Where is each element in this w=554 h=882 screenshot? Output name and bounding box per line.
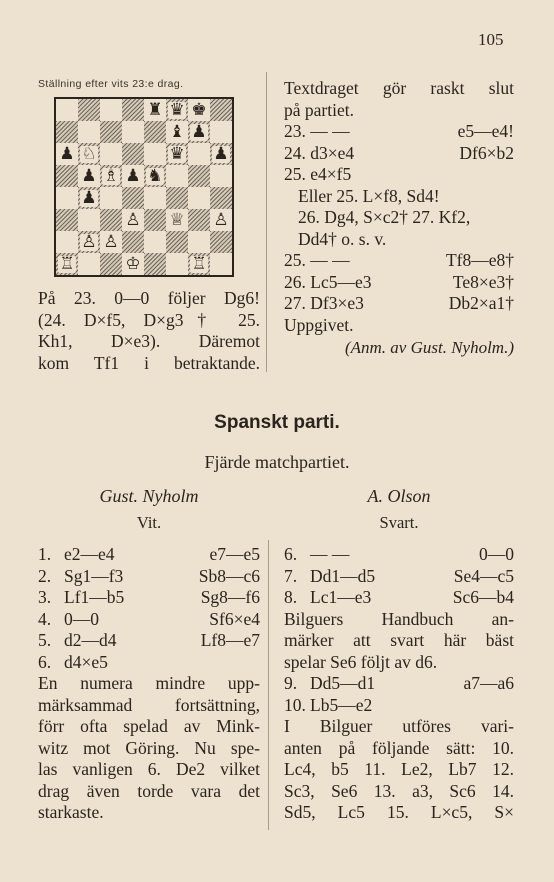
move-text: 0—0 bbox=[479, 544, 514, 564]
move-text: 26. Dg4, S×c2† 27. Kf2, bbox=[298, 207, 471, 227]
move-text: e2—e4 bbox=[64, 544, 115, 564]
chess-piece-icon: ♙ bbox=[103, 231, 119, 252]
move-text: a7—a6 bbox=[463, 673, 514, 693]
black-player-name: A. Olson bbox=[367, 486, 431, 506]
board-square bbox=[166, 231, 188, 253]
board-square bbox=[210, 143, 232, 165]
text-line: las vanligen 6. De2 vilket bbox=[38, 759, 260, 779]
board-square bbox=[56, 99, 78, 121]
move-line bbox=[284, 250, 514, 272]
board-square bbox=[100, 187, 122, 209]
move-text: Te8×e3† bbox=[452, 271, 514, 292]
move-text: Df6×b2 bbox=[459, 142, 514, 163]
chess-piece-icon: ♛ bbox=[169, 143, 185, 164]
move-number: 2. bbox=[38, 565, 52, 586]
board-square bbox=[210, 99, 232, 121]
move-text: 25. — — bbox=[284, 250, 350, 270]
move-text: Lf8—e7 bbox=[200, 630, 260, 650]
board-square bbox=[144, 187, 166, 209]
board-square bbox=[166, 143, 188, 165]
board-square bbox=[56, 209, 78, 231]
text-line: Sc3, Se6 13. a3, Sc6 14. bbox=[284, 780, 514, 801]
text-line: spelar Se6 följt av d6. bbox=[284, 651, 438, 672]
board-square bbox=[122, 253, 144, 275]
board-square bbox=[144, 209, 166, 231]
board-square bbox=[144, 253, 166, 275]
board-square bbox=[100, 209, 122, 231]
move-number: 3. bbox=[38, 587, 52, 607]
text-line: anten på följande sätt: 10. bbox=[284, 737, 514, 758]
board-square bbox=[78, 99, 100, 121]
chess-piece-icon: ♟ bbox=[191, 121, 207, 142]
text-line: på partiet. bbox=[284, 99, 354, 120]
board-square bbox=[166, 253, 188, 275]
move-text: d4×e5 bbox=[64, 651, 108, 672]
text-line: förr ofta spelad av Mink- bbox=[38, 716, 260, 736]
moves-right-column bbox=[284, 544, 514, 824]
chess-piece-icon: ♟ bbox=[213, 143, 229, 164]
board-square bbox=[210, 121, 232, 143]
chess-piece-icon: ♟ bbox=[125, 165, 141, 186]
text-line: Sd5, Lc5 15. L×c5, S× bbox=[284, 802, 514, 822]
move-text: Lc1—e3 bbox=[310, 587, 372, 607]
move-text: Dd1—d5 bbox=[310, 565, 376, 586]
board-square bbox=[122, 143, 144, 165]
board-square bbox=[56, 165, 78, 187]
board-square bbox=[56, 187, 78, 209]
move-line bbox=[284, 186, 514, 208]
chess-piece-icon: ♛ bbox=[169, 99, 185, 120]
move-number: 6. bbox=[284, 544, 298, 564]
move-text: Sg8—f6 bbox=[200, 587, 260, 607]
board-square bbox=[188, 121, 210, 143]
move-text: e5—e4! bbox=[457, 121, 514, 141]
board-square bbox=[100, 231, 122, 253]
move-number: 9. bbox=[284, 673, 298, 693]
board-square bbox=[122, 187, 144, 209]
chess-piece-icon: ♟ bbox=[59, 143, 75, 164]
text-line: Kh1, D×e3). Däremot bbox=[38, 331, 260, 351]
board-square bbox=[188, 165, 210, 187]
chess-piece-icon: ♖ bbox=[191, 253, 207, 274]
board-square bbox=[122, 231, 144, 253]
black-colour-label: Svart. bbox=[379, 513, 419, 532]
text-line: (24. D×f5, D×g3† 25. bbox=[38, 309, 260, 330]
move-text: 26. Lc5—e3 bbox=[284, 271, 372, 292]
text-line: Lc4, b5 11. Le2, Lb7 12. bbox=[284, 759, 514, 779]
board-square bbox=[56, 231, 78, 253]
move-text: 23. — — bbox=[284, 121, 350, 141]
board-square bbox=[188, 231, 210, 253]
board-square bbox=[166, 165, 188, 187]
black-player-header bbox=[284, 486, 514, 533]
text-line: Textdraget gör raskt slut bbox=[284, 78, 514, 98]
board-square bbox=[144, 165, 166, 187]
text-line: märksammad fortsättning, bbox=[38, 694, 260, 715]
move-number: 6. bbox=[38, 651, 52, 672]
column-divider bbox=[266, 72, 267, 372]
chess-piece-icon: ♟ bbox=[81, 165, 97, 186]
board-square bbox=[166, 99, 188, 121]
board-square bbox=[166, 209, 188, 231]
board-square bbox=[210, 209, 232, 231]
move-line bbox=[284, 315, 514, 337]
move-text: Se4—c5 bbox=[453, 565, 514, 586]
board-square bbox=[100, 121, 122, 143]
board-square bbox=[122, 209, 144, 231]
move-line bbox=[284, 164, 514, 186]
move-text: Sb8—c6 bbox=[198, 565, 260, 586]
move-text: Sg1—f3 bbox=[64, 565, 124, 586]
text-line: drag även torde vara det bbox=[38, 780, 260, 801]
board-square bbox=[100, 253, 122, 275]
board-square bbox=[78, 143, 100, 165]
text-line: starkaste. bbox=[38, 802, 104, 822]
text-line: märker att svart här bäst bbox=[284, 630, 514, 650]
game-continuation bbox=[284, 78, 514, 358]
move-text: Sf6×e4 bbox=[209, 608, 260, 629]
move-text: 25. e4×f5 bbox=[284, 164, 352, 184]
chess-piece-icon: ♟ bbox=[81, 187, 97, 208]
text-line: Bilguers Handbuch an- bbox=[284, 608, 514, 629]
move-line bbox=[284, 143, 514, 165]
section-subtitle: Fjärde matchpartiet. bbox=[204, 452, 350, 472]
moves-left-column bbox=[38, 544, 260, 824]
board-square bbox=[188, 187, 210, 209]
white-player-name: Gust. Nyholm bbox=[99, 486, 199, 506]
board-square bbox=[144, 143, 166, 165]
board-square bbox=[210, 165, 232, 187]
chess-piece-icon: ♜ bbox=[147, 99, 163, 120]
page-number: 105 bbox=[478, 30, 504, 49]
board-square bbox=[122, 165, 144, 187]
text-line: En numera mindre upp- bbox=[38, 673, 260, 693]
move-text: e7—e5 bbox=[209, 544, 260, 564]
board-square bbox=[144, 99, 166, 121]
diagram-commentary bbox=[38, 288, 260, 374]
section-title: Spanskt parti. bbox=[214, 412, 340, 433]
white-player-header bbox=[38, 486, 260, 533]
move-text: 24. d3×e4 bbox=[284, 142, 355, 163]
board-square bbox=[100, 143, 122, 165]
board-square bbox=[188, 209, 210, 231]
chess-piece-icon: ♔ bbox=[125, 253, 141, 274]
chess-piece-icon: ♞ bbox=[147, 165, 163, 186]
board-square bbox=[78, 209, 100, 231]
diagram-caption: Ställning efter vits 23:e drag. bbox=[38, 78, 184, 90]
move-text: — — bbox=[310, 544, 350, 564]
move-text: Tf8—e8† bbox=[445, 250, 514, 270]
board-square bbox=[122, 99, 144, 121]
move-text: Dd4† o. s. v. bbox=[298, 228, 387, 249]
move-number: 10. bbox=[284, 694, 306, 715]
chess-piece-icon: ♙ bbox=[81, 231, 97, 252]
move-number: 8. bbox=[284, 587, 298, 607]
move-text: Lf1—b5 bbox=[64, 587, 125, 607]
move-line bbox=[284, 229, 514, 251]
move-text: Eller 25. L×f8, Sd4! bbox=[298, 185, 440, 206]
chess-piece-icon: ♗ bbox=[103, 165, 119, 186]
column-divider bbox=[268, 540, 269, 830]
move-number: 1. bbox=[38, 544, 52, 564]
chess-piece-icon: ♕ bbox=[169, 209, 185, 230]
text-line: witz mot Göring. Nu spe- bbox=[38, 737, 260, 758]
board-square bbox=[188, 253, 210, 275]
board-square bbox=[144, 231, 166, 253]
board-square bbox=[122, 121, 144, 143]
chess-piece-icon: ♚ bbox=[191, 99, 207, 120]
move-number: 5. bbox=[38, 630, 52, 650]
board-square bbox=[144, 121, 166, 143]
board-square bbox=[78, 121, 100, 143]
board-square bbox=[188, 143, 210, 165]
text-line: kom Tf1 i betraktande. bbox=[38, 352, 260, 373]
chess-piece-icon: ♘ bbox=[81, 143, 97, 164]
move-number: 7. bbox=[284, 565, 298, 586]
move-text: d2—d4 bbox=[64, 630, 117, 650]
board-square bbox=[166, 121, 188, 143]
board-square bbox=[56, 121, 78, 143]
text-line: På 23. 0—0 följer Dg6! bbox=[38, 288, 260, 308]
chess-piece-icon: ♙ bbox=[213, 209, 229, 230]
move-text: Db2×a1† bbox=[448, 293, 514, 313]
move-line bbox=[284, 272, 514, 294]
board-square bbox=[166, 187, 188, 209]
board-square bbox=[56, 253, 78, 275]
move-text: 0—0 bbox=[64, 608, 99, 629]
move-text: Sc6—b4 bbox=[452, 587, 514, 607]
board-square bbox=[210, 253, 232, 275]
board-square bbox=[100, 99, 122, 121]
move-text: 27. Df3×e3 bbox=[284, 293, 364, 313]
move-text: Dd5—d1 bbox=[310, 673, 376, 693]
chess-piece-icon: ♖ bbox=[59, 253, 75, 274]
move-text bbox=[162, 652, 260, 674]
annotation-credit: (Anm. av Gust. Nyholm.) bbox=[344, 338, 514, 357]
chess-piece-icon: ♙ bbox=[125, 209, 141, 230]
chess-piece-icon: ♝ bbox=[169, 121, 185, 142]
move-line bbox=[284, 207, 514, 229]
board-square bbox=[210, 231, 232, 253]
move-text bbox=[412, 695, 514, 717]
board-square bbox=[210, 187, 232, 209]
board-square bbox=[78, 187, 100, 209]
white-colour-label: Vit. bbox=[136, 513, 162, 532]
move-text: Lb5—e2 bbox=[310, 694, 373, 715]
board-square bbox=[78, 231, 100, 253]
move-text: Uppgivet. bbox=[284, 314, 354, 335]
text-line: I Bilguer utföres vari- bbox=[284, 716, 514, 736]
chess-diagram bbox=[54, 97, 234, 277]
move-line bbox=[284, 293, 514, 315]
board-square bbox=[78, 165, 100, 187]
board-square bbox=[78, 253, 100, 275]
move-line bbox=[284, 121, 514, 143]
board-square bbox=[188, 99, 210, 121]
board-square bbox=[56, 143, 78, 165]
board-square bbox=[100, 165, 122, 187]
move-number: 4. bbox=[38, 608, 52, 629]
